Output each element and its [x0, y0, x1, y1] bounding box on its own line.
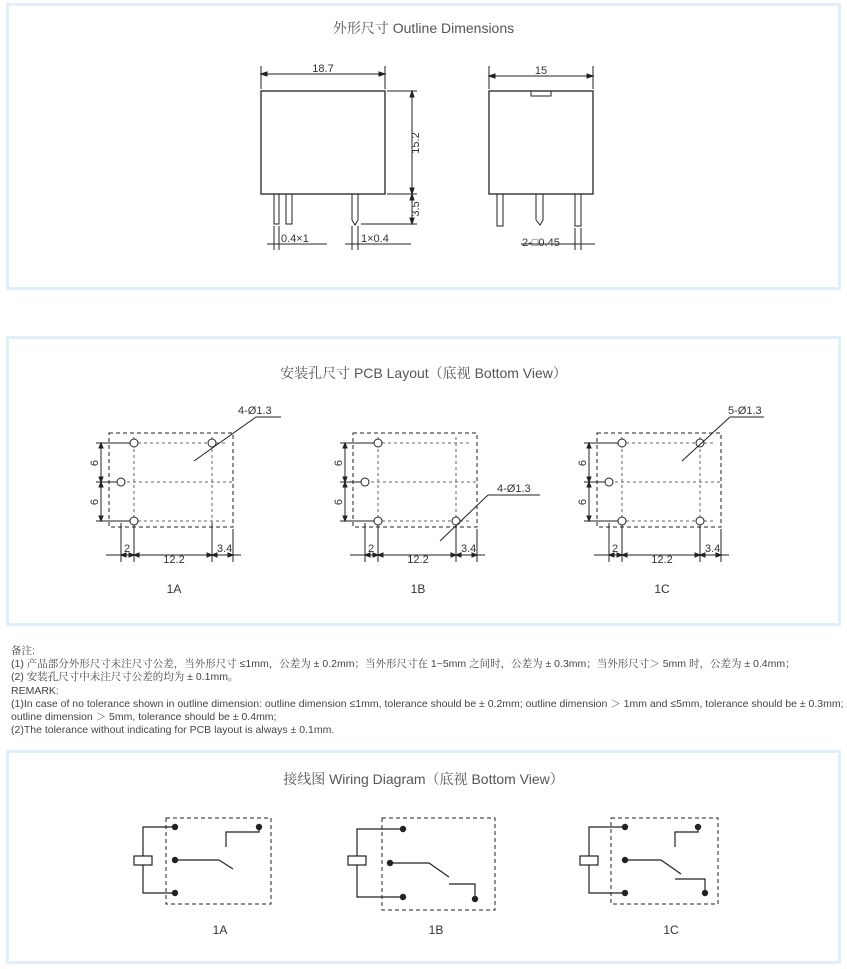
wiring-1b [348, 818, 495, 910]
dim-height-body: 15.2 [410, 132, 422, 154]
wiring-title: 接线图 Wiring Diagram（底视 Bottom View） [283, 771, 564, 787]
pcb-dim-h2: 12.2 [407, 554, 429, 566]
wiring-panel [6, 750, 841, 964]
notes-line: 备注: [11, 645, 35, 657]
pcb-1c-label: 1C [654, 582, 670, 596]
pcb-dim-v1: 6 [333, 459, 345, 467]
pcb-dim-h1: 2 [612, 543, 619, 555]
pcb-drawing [9, 339, 838, 623]
pcb-1a-label: 1A [166, 582, 182, 596]
pcb-dim-h2: 12.2 [651, 554, 673, 566]
wiring-1a [134, 818, 271, 904]
front-view [261, 66, 417, 250]
outline-drawing [9, 6, 838, 287]
outline-panel [6, 3, 841, 290]
wiring-1b-label: 1B [428, 923, 444, 937]
notes-line: (2)The tolerance without indicating for PCB layout is always ± 0.1mm. [11, 724, 335, 737]
pcb-1a-dims [89, 460, 232, 566]
pcb-dim-v2: 6 [89, 498, 101, 506]
pcb-1a-hole-note: 4-Ø1.3 [238, 405, 272, 417]
pcb-1c [584, 417, 764, 562]
notes-line: (2) 安装孔尺寸中未注尺寸公差的均为 ± 0.1mm。 [11, 671, 239, 684]
notes-line: (1) 产品部分外形尺寸未注尺寸公差，当外形尺寸 ≤1mm，公差为 ± 0.2mm；当外形尺寸在 1~5mm 之间时，公差为 ± 0.3mm；当外形尺寸＞ 5mm 时，公差为 ± 0.4mm； [11, 658, 796, 671]
pcb-dim-h3: 3.4 [461, 543, 477, 555]
pcb-1b-dims [333, 460, 476, 566]
dim-width-side: 15 [534, 65, 548, 77]
pcb-1a [96, 417, 281, 562]
dim-width-front: 18.7 [312, 63, 334, 75]
pcb-dim-h1: 2 [124, 543, 131, 555]
dim-pin-b: 1×0.4 [361, 233, 389, 245]
pcb-dim-h3: 3.4 [217, 543, 233, 555]
pcb-dim-v2: 6 [333, 498, 345, 506]
pcb-1c-dims [577, 460, 720, 566]
wiring-1a-label: 1A [212, 923, 228, 937]
pcb-1c-hole-note: 5-Ø1.3 [728, 405, 762, 417]
side-view [489, 66, 595, 250]
pcb-dim-h3: 3.4 [705, 543, 721, 555]
pcb-panel [6, 336, 841, 626]
notes-line: REMARK: [11, 684, 59, 697]
wiring-1c [580, 818, 718, 904]
pcb-1b-hole-note: 4-Ø1.3 [497, 483, 531, 495]
outline-title: 外形尺寸 Outline Dimensions [332, 20, 515, 36]
dim-pin-a: 0.4×1 [281, 233, 309, 245]
pcb-dim-h2: 12.2 [163, 554, 185, 566]
pcb-dim-v1: 6 [577, 459, 589, 467]
wiring-1c-label: 1C [663, 923, 679, 937]
notes-line: outline dimension ＞ 5mm, tolerance should be ± 0.4mm; [11, 711, 277, 724]
pcb-1b-label: 1B [410, 582, 426, 596]
pcb-dim-v1: 6 [89, 459, 101, 467]
pcb-title: 安装孔尺寸 PCB Layout（底视 Bottom View） [280, 365, 567, 381]
pcb-dim-h1: 2 [368, 543, 375, 555]
dim-pin-side: 2-□0.45 [522, 237, 560, 249]
dim-pin-length: 3.5 [410, 201, 422, 217]
pcb-dim-v2: 6 [577, 498, 589, 506]
wiring-drawing [9, 753, 838, 961]
tolerance-notes [11, 645, 844, 737]
notes-line: (1)In case of no tolerance shown in outline dimension: outline dimension ≤1mm, tolerance should be ± 0.2mm; outline dimension ＞ 1mm and ≤5mm, tolerance should be ± 0.3mm; [11, 697, 844, 710]
